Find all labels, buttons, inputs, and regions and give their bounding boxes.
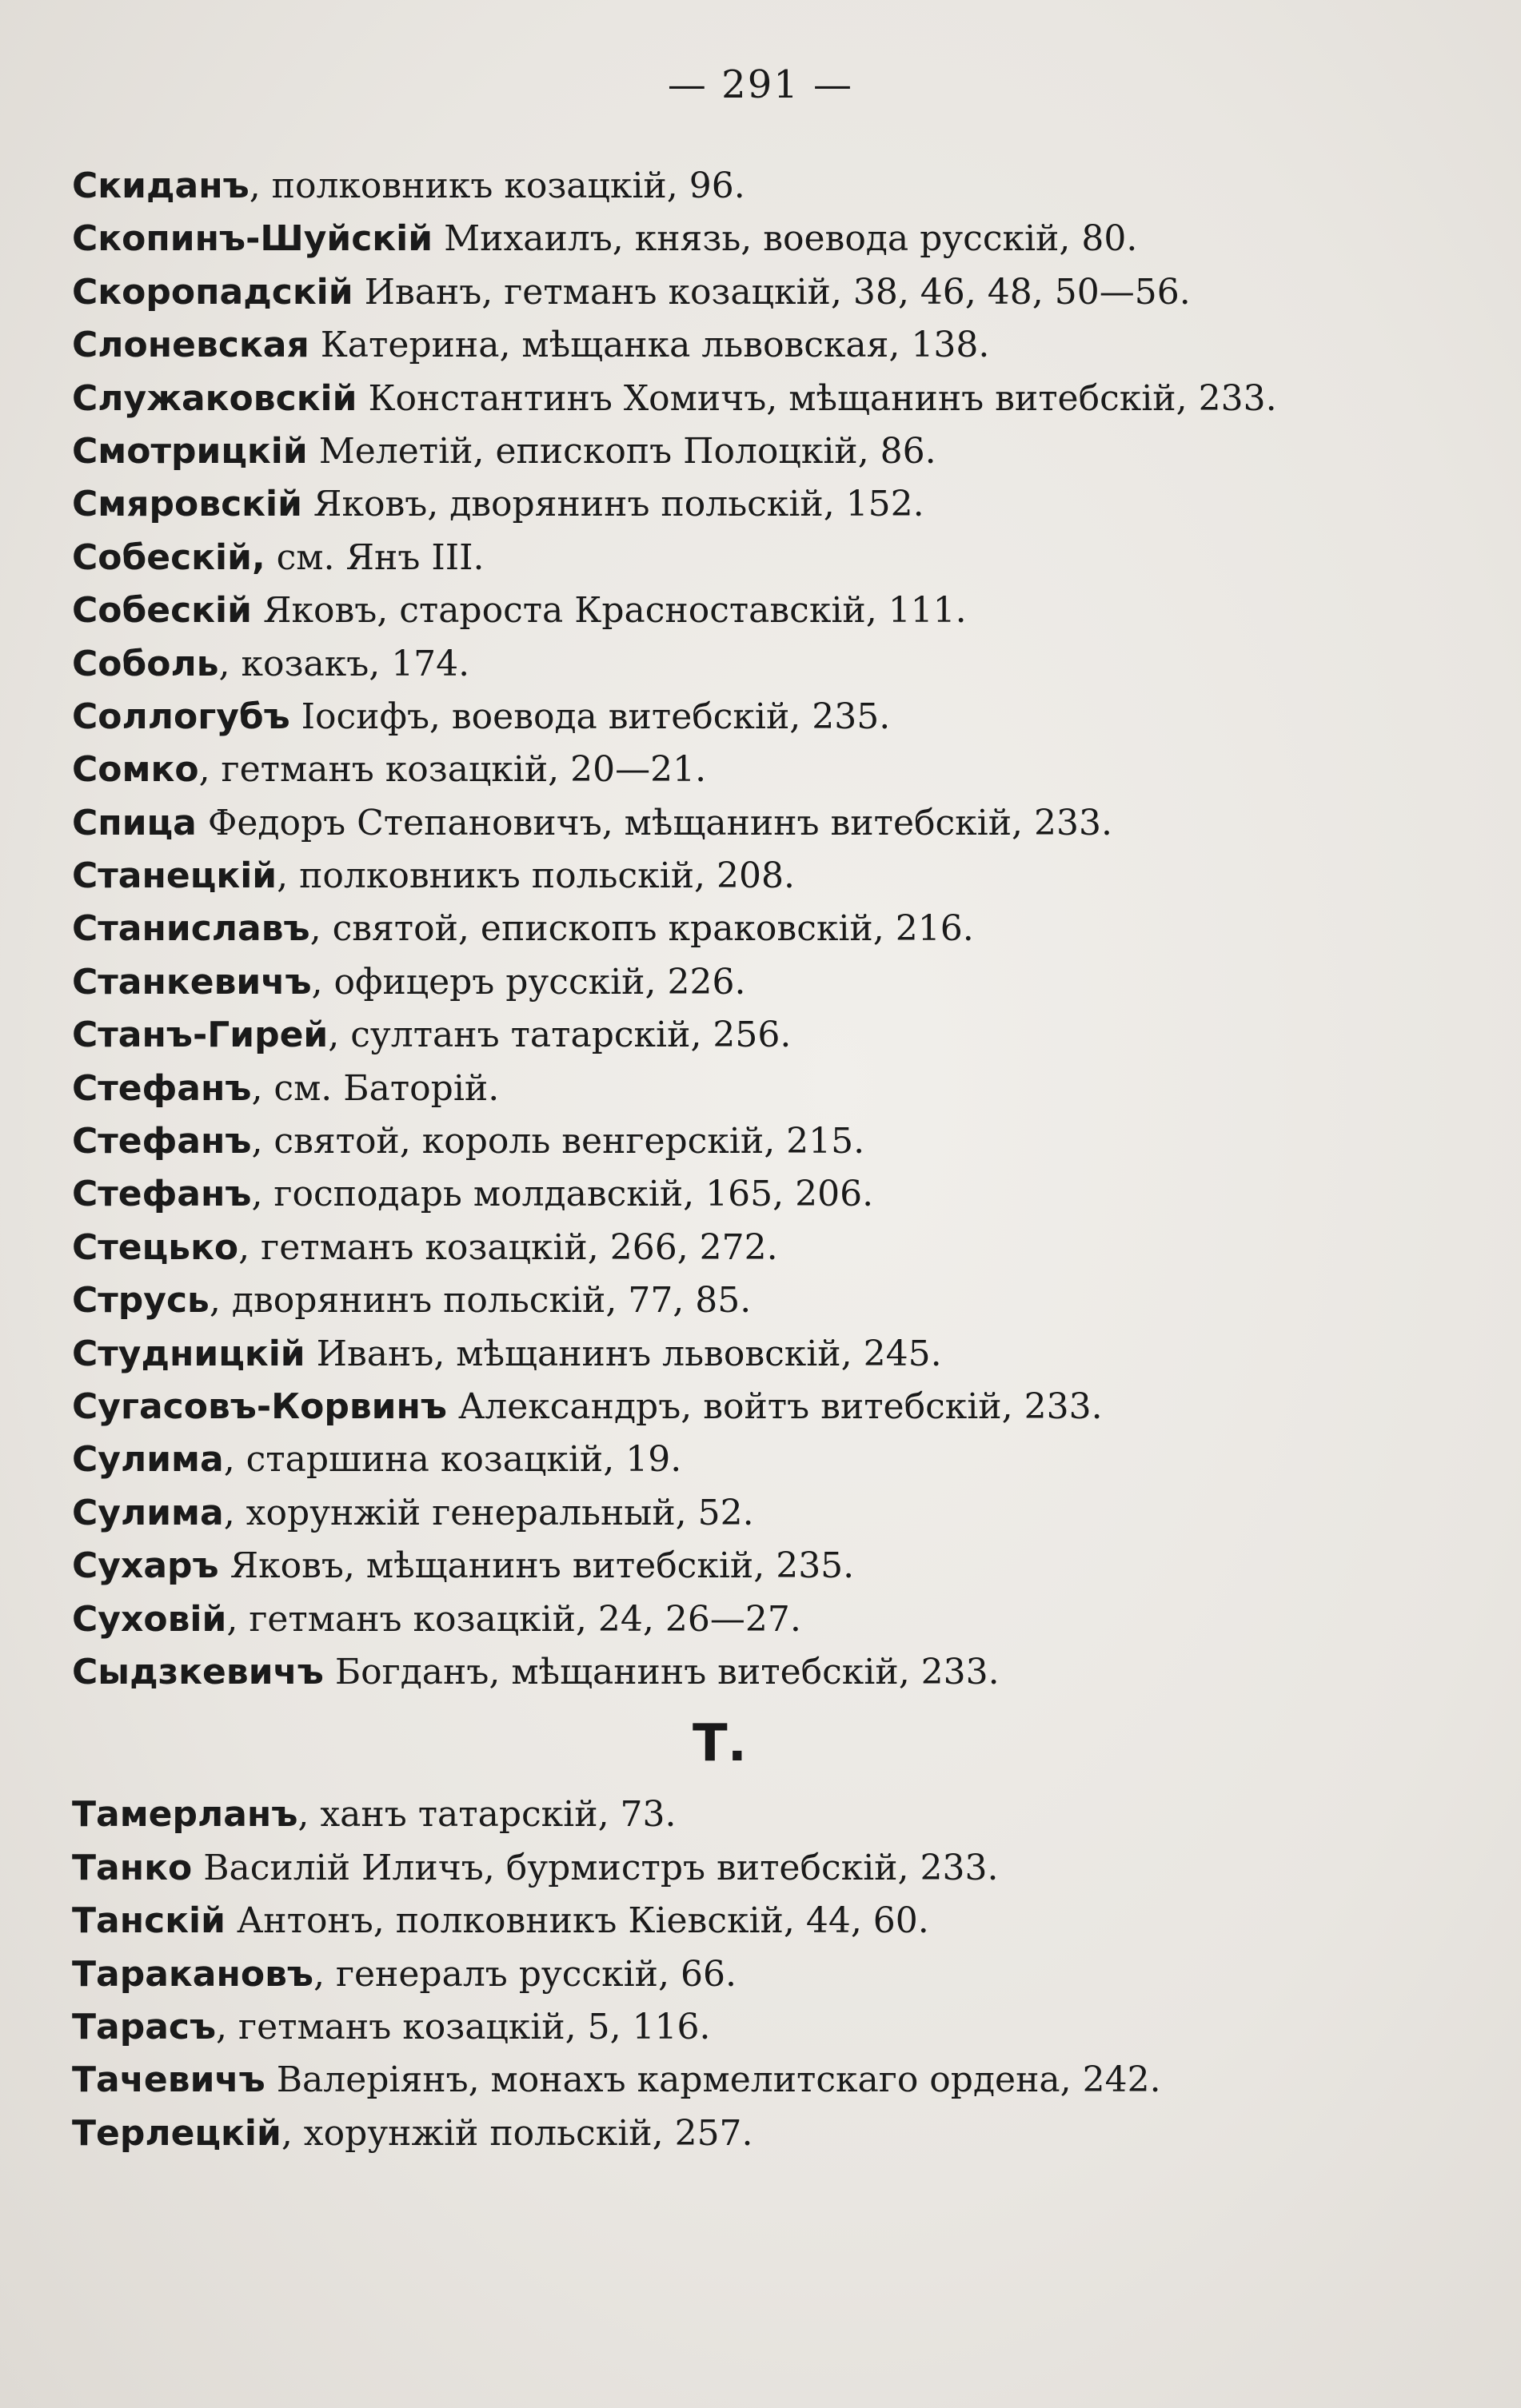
entry-details: , святой, король венгерскій, 215.	[251, 1121, 865, 1162]
index-entry	[72, 1062, 1495, 1115]
entry-details: , полковникъ польскій, 208.	[277, 855, 795, 897]
index-entry	[72, 691, 1495, 744]
entry-surname: Студницкій	[72, 1333, 305, 1374]
entry-surname: Станецкій	[72, 855, 277, 897]
index-entry	[72, 266, 1495, 319]
entry-details: , полковникъ козацкій, 96.	[249, 165, 745, 206]
index-entry	[72, 797, 1495, 850]
index-entry	[72, 1009, 1495, 1062]
entry-details: , господарь молдавскій, 165, 206.	[251, 1174, 874, 1215]
entry-surname: Собескій	[72, 590, 252, 632]
entry-surname: Танко	[72, 1847, 193, 1888]
entry-surname: Танскій	[72, 1900, 226, 1942]
entry-surname: Суховій	[72, 1598, 227, 1640]
index-entry	[72, 1274, 1495, 1327]
index-entry	[72, 744, 1495, 796]
index-entry	[72, 1788, 1495, 1841]
entry-details: , старшина козацкій, 19.	[223, 1439, 682, 1481]
index-entry	[72, 532, 1495, 584]
entry-details: Катерина, мѣщанка львовская, 138.	[309, 325, 990, 366]
index-entry	[72, 425, 1495, 478]
entry-surname: Стефанъ	[72, 1174, 252, 1215]
index-entry	[72, 213, 1495, 265]
entry-surname: Собескій,	[72, 536, 265, 578]
entry-surname: Скоропадскій	[72, 271, 353, 313]
entry-details: Іосифъ, воевода витебскій, 235.	[289, 696, 891, 737]
index-entry	[72, 1381, 1495, 1433]
index-entry	[72, 1487, 1495, 1540]
entry-surname: Сулима	[72, 1492, 224, 1533]
entry-details: Василій Иличъ, бурмистръ витебскій, 233.	[192, 1847, 999, 1888]
entry-details: Федоръ Степановичъ, мѣщанинъ витебскій, 233.	[196, 802, 1112, 843]
entry-surname: Тамерланъ	[72, 1794, 298, 1836]
index-entry	[72, 1646, 1495, 1699]
entry-surname: Терлецкій	[72, 2112, 281, 2154]
entry-details: Яковъ, дворянинъ польскій, 152.	[301, 484, 924, 525]
entry-details: , офицеръ русскій, 226.	[311, 961, 746, 1003]
entry-surname: Тачевичъ	[72, 2059, 265, 2101]
entry-surname: Сулима	[72, 1439, 224, 1481]
index-entry	[72, 903, 1495, 955]
entry-details: Иванъ, мѣщанинъ львовскій, 245.	[305, 1333, 942, 1374]
entry-details: Александръ, войтъ витебскій, 233.	[446, 1385, 1103, 1427]
index-entry	[72, 1168, 1495, 1221]
entry-details: Иванъ, гетманъ козацкій, 38, 46, 48, 50—56.	[353, 271, 1191, 313]
index-entry	[72, 1540, 1495, 1593]
entry-details: см. Янъ III.	[265, 536, 485, 578]
entry-surname: Скиданъ	[72, 165, 250, 206]
entry-surname: Сугасовъ-Корвинъ	[72, 1385, 447, 1427]
entry-details: Яковъ, староста Красноставскій, 111.	[251, 590, 967, 632]
index-entry	[72, 1895, 1495, 1948]
index-entry	[72, 160, 1495, 213]
index-entries	[72, 160, 1495, 2160]
entry-details: Яковъ, мѣщанинъ витебскій, 235.	[218, 1545, 855, 1587]
page-number: — 291 —	[667, 62, 854, 107]
entry-surname: Станиславъ	[72, 908, 310, 950]
index-entry	[72, 1115, 1495, 1168]
index-entry	[72, 319, 1495, 372]
index-entry	[72, 850, 1495, 903]
entry-details: Валеріянъ, монахъ кармелитскаго ордена, 242.	[265, 2059, 1161, 2101]
index-entry	[72, 2001, 1495, 2054]
entry-surname: Тарасъ	[72, 2006, 217, 2047]
entry-surname: Станъ-Гирей	[72, 1015, 329, 1056]
index-entry	[72, 1948, 1495, 2001]
entry-details: , см. Баторій.	[251, 1067, 500, 1109]
entry-details: , святой, епископъ краковскій, 216.	[309, 908, 974, 950]
index-entry	[72, 2054, 1495, 2107]
entry-details: Михаилъ, князь, воевода русскій, 80.	[433, 218, 1138, 260]
entry-surname: Струсь	[72, 1280, 210, 1322]
entry-details: , ханъ татарскій, 73.	[297, 1794, 677, 1836]
index-entry	[72, 584, 1495, 637]
entry-details: Мелетій, епископъ Полоцкій, 86.	[307, 430, 936, 472]
entry-details: , генералъ русскій, 66.	[313, 1953, 737, 1995]
index-entry	[72, 1433, 1495, 1486]
entry-surname: Стефанъ	[72, 1121, 252, 1162]
index-entry	[72, 1328, 1495, 1381]
entry-surname: Станкевичъ	[72, 961, 312, 1003]
index-entry	[72, 1593, 1495, 1646]
entry-details: , хорунжій генеральный, 52.	[223, 1492, 754, 1533]
entry-details: Антонъ, полковникъ Кіевскій, 44, 60.	[225, 1900, 929, 1942]
entry-details: , султанъ татарскій, 256.	[328, 1015, 792, 1056]
index-entry	[72, 1842, 1495, 1895]
entry-surname: Смотрицкій	[72, 430, 308, 472]
entry-surname: Сомко	[72, 749, 199, 791]
entry-surname: Спица	[72, 802, 197, 843]
entry-details: Богданъ, мѣщанинъ витебскій, 233.	[323, 1651, 1000, 1692]
entry-surname: Служаковскій	[72, 377, 357, 419]
entry-details: Константинъ Хомичъ, мѣщанинъ витебскій, 233.	[357, 377, 1277, 419]
entry-surname: Стефанъ	[72, 1067, 252, 1109]
index-entry	[72, 2107, 1495, 2160]
entry-surname: Смяровскій	[72, 484, 302, 525]
entry-details: , хорунжій польскій, 257.	[281, 2112, 753, 2154]
entry-surname: Таракановъ	[72, 1953, 313, 1995]
index-entry	[72, 373, 1495, 425]
entry-surname: Сыдзкевичъ	[72, 1651, 324, 1692]
entry-details: , гетманъ козацкій, 5, 116.	[216, 2006, 711, 2047]
entry-details: , дворянинъ польскій, 77, 85.	[209, 1280, 752, 1322]
entry-surname: Соллогубъ	[72, 696, 290, 737]
entry-surname: Слоневская	[72, 325, 309, 366]
entry-surname: Соболь	[72, 643, 219, 684]
entry-surname: Скопинъ-Шуйскій	[72, 218, 433, 260]
index-entry	[72, 478, 1495, 531]
entry-details: , козакъ, 174.	[218, 643, 470, 684]
entry-details: , гетманъ козацкій, 20—21.	[198, 749, 707, 791]
section-letter-heading: Т.	[693, 1714, 747, 1774]
entry-details: , гетманъ козацкій, 24, 26—27.	[226, 1598, 801, 1640]
index-entry	[72, 956, 1495, 1009]
entry-details: , гетманъ козацкій, 266, 272.	[238, 1226, 778, 1268]
index-entry	[72, 638, 1495, 691]
index-entry	[72, 1222, 1495, 1274]
entry-surname: Стецько	[72, 1226, 239, 1268]
entry-surname: Сухаръ	[72, 1545, 219, 1587]
